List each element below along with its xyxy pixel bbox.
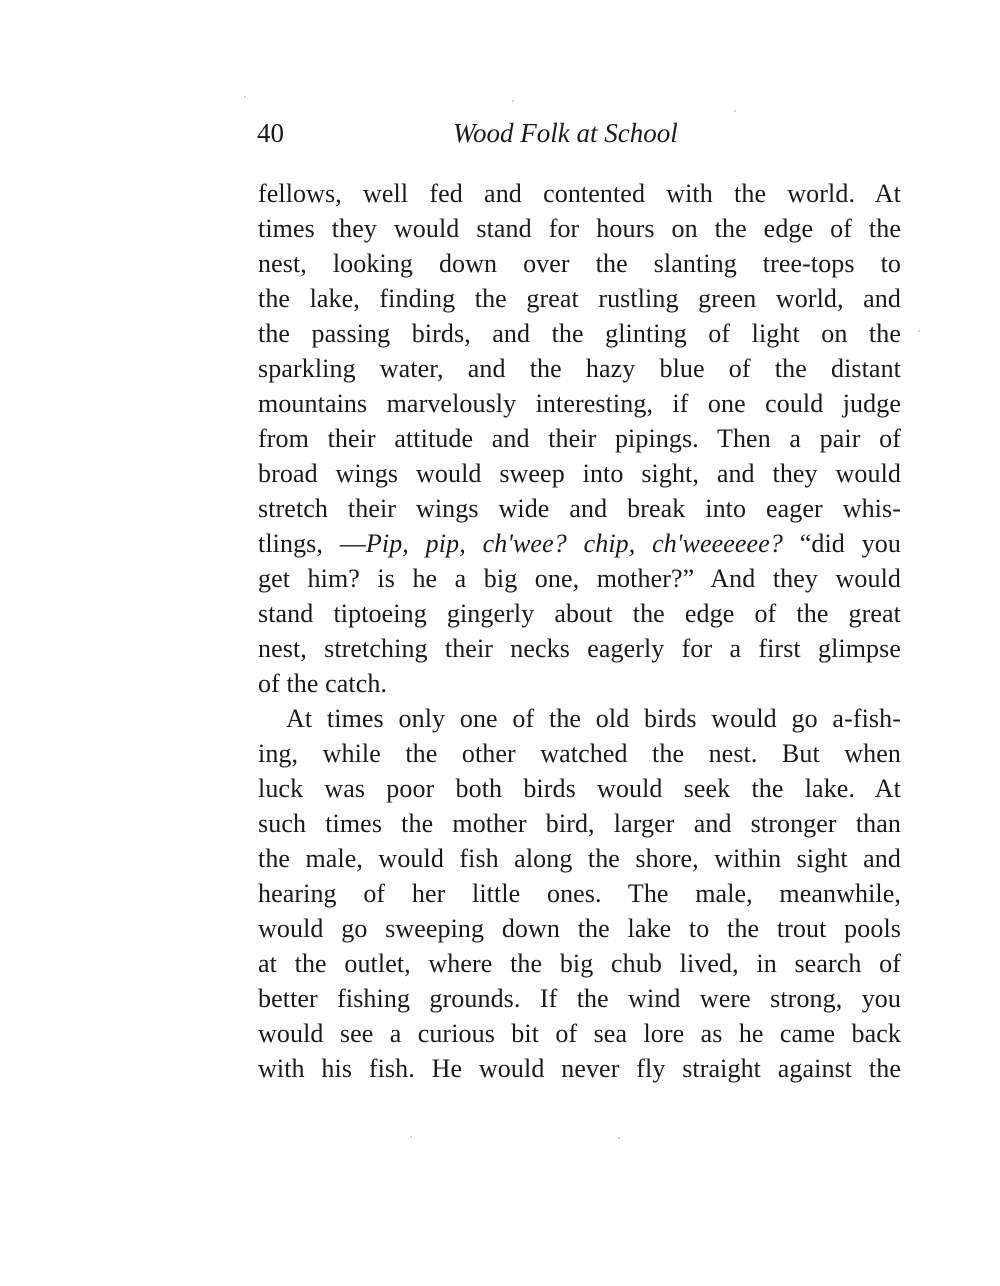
text-line: the male, would fish along the shore, within sight and	[258, 844, 901, 873]
text-line: times they would stand for hours on the edge of the	[258, 214, 901, 243]
text-line: from their attitude and their pipings. Then a pair of	[258, 424, 901, 453]
text-line: the lake, finding the great rustling green world, and	[258, 284, 901, 313]
text-line: At times only one of the old birds would go a-fish-	[286, 704, 901, 733]
text-line: fellows, well fed and contented with the world. At	[258, 179, 901, 208]
text-line: broad wings would sweep into sight, and they would	[258, 459, 901, 488]
text-line: stand tiptoeing gingerly about the edge of the great	[258, 599, 901, 628]
text-line: stretch their wings wide and break into eager whis-	[258, 494, 901, 523]
running-title: Wood Folk at School	[453, 118, 678, 148]
paper-speck	[410, 1136, 412, 1138]
paper-speck	[244, 96, 246, 98]
paper-speck	[618, 1137, 620, 1139]
text-line: hearing of her little ones. The male, meanwhile,	[258, 879, 901, 908]
text-segment: tlings, —	[258, 529, 366, 558]
text-line: better fishing grounds. If the wind were strong, you	[258, 984, 901, 1013]
paper-speck	[734, 110, 736, 112]
text-line: would go sweeping down the lake to the trout pools	[258, 914, 901, 943]
text-line: luck was poor both birds would seek the lake. At	[258, 774, 901, 803]
text-line: with his fish. He would never fly straight against the	[258, 1054, 901, 1083]
text-line: the passing birds, and the glinting of light on the	[258, 319, 901, 348]
page-number: 40	[257, 118, 284, 148]
text-line: sparkling water, and the hazy blue of the distant	[258, 354, 901, 383]
text-line: at the outlet, where the big chub lived, in search of	[258, 949, 901, 978]
bird-call-italic: Pip, pip, ch'wee? chip, ch'weeeeee?	[365, 529, 783, 558]
paper-speck	[918, 330, 920, 332]
text-line: nest, looking down over the slanting tree-tops to	[258, 249, 901, 278]
text-line: of the catch.	[258, 669, 388, 698]
text-line: such times the mother bird, larger and stronger than	[258, 809, 901, 838]
text-line: mountains marvelously interesting, if one could judge	[258, 389, 901, 418]
text-line: get him? is he a big one, mother?” And they would	[258, 564, 901, 593]
paper-speck	[512, 100, 514, 102]
text-segment: “did you	[782, 529, 901, 558]
text-line: would see a curious bit of sea lore as he came back	[258, 1019, 901, 1048]
text-line-italic-calls	[258, 526, 901, 562]
text-line: nest, stretching their necks eagerly for a first glimpse	[258, 634, 901, 663]
text-line: ing, while the other watched the nest. But when	[258, 739, 901, 768]
